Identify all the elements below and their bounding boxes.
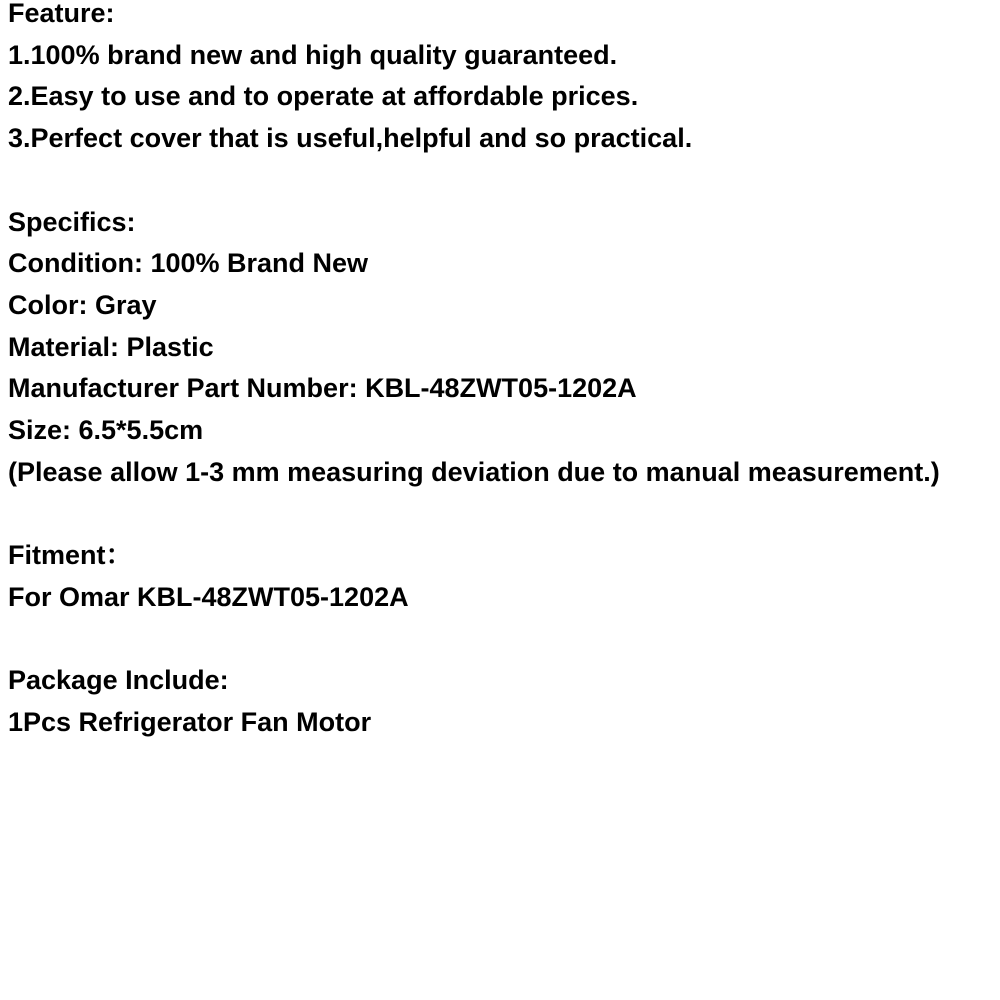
text-line: 1.100% brand new and high quality guaranteed. (8, 39, 618, 70)
section-heading: Package Include: (8, 665, 229, 696)
text-line: Condition: 100% Brand New (8, 248, 369, 279)
section-heading: Specifics: (8, 206, 136, 237)
text-line: Color: Gray (8, 289, 157, 320)
blank-line (8, 619, 1000, 661)
section-heading: Feature: (8, 0, 115, 28)
text-line: (Please allow 1-3 mm measuring deviation due to manual measurement.) (8, 456, 940, 487)
blank-line (8, 160, 1000, 202)
text-lines (8, 0, 1000, 744)
text-line: Size: 6.5*5.5cm (8, 415, 204, 446)
text-line: Manufacturer Part Number: KBL-48ZWT05-1202A (8, 373, 637, 404)
text-line: 3.Perfect cover that is useful,helpful and so practical. (8, 123, 693, 154)
text-line: 2.Easy to use and to operate at affordable prices. (8, 81, 639, 112)
section-heading: Fitment： (8, 540, 133, 571)
blank-line (8, 493, 1000, 535)
text-line: 1Pcs Refrigerator Fan Motor (8, 706, 372, 737)
text-line: Material: Plastic (8, 331, 214, 362)
text-line: For Omar KBL-48ZWT05-1202A (8, 581, 409, 612)
